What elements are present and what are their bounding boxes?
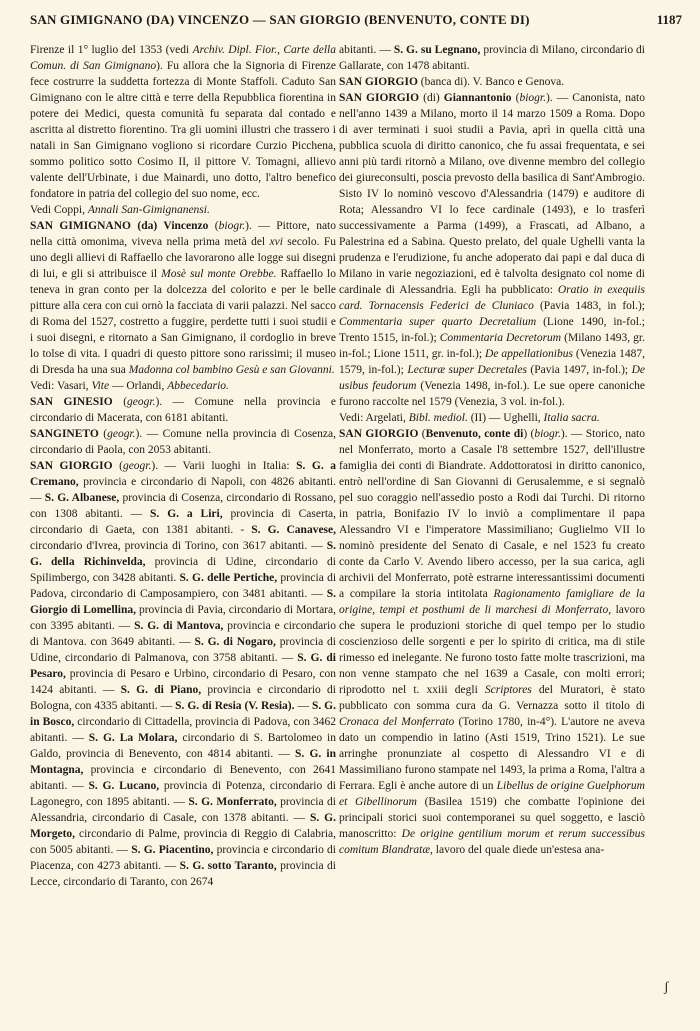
entry-heading: SAN GIORGIO [339, 76, 418, 88]
italic-text: Annali San-Gimignanensi. [87, 204, 210, 216]
body-text: ( [511, 92, 520, 104]
body-text: abitanti. — [339, 44, 394, 56]
running-header [30, 10, 682, 30]
body-text: — [294, 700, 312, 712]
body-text: circondario di Palme, provincia di Reggio di Calabria, con 5005 abitanti. — [30, 828, 336, 856]
paragraph [339, 74, 645, 90]
body-text: (Basilea 1519) che combatte l'opinione dei principali storici suoi contemporanei su quel soggetto, e lasciò manoscritto: [339, 796, 645, 840]
entry-heading: S. Giorgio di Lomellina, [30, 588, 336, 616]
body-text: (Pavia 1483, in fol.); [533, 300, 645, 312]
left-column [30, 42, 336, 1007]
entry-heading: S. G. La Molara, [88, 732, 178, 744]
entry-heading: SAN GINESIO [30, 396, 113, 408]
body-text: circondario di S. Bartolomeo in Galdo, provincia di Benevento, con 4814 abitanti. — [30, 732, 336, 760]
body-text: ). — Storico, nato nel Monferrato, morto a Casale l'8 settembre 1527, dell'illustre famiglia dei conti di Biandrate. Addottoratosi in diritto canonico, entrò nell'ordine di San Giovanni di Gerusalemme, e si segnalò pel suo coraggio nell'assedio posto a Rodi dai Turchi. Di ritorno in patria, Bonifazio IV lo inviò a complimentare il papa Alessandro VI e l'imperatore Massimiliano; Guglielmo VII lo nominò presidente del Senato di Casale, e nel 1523 fu creato conte da Carlo V. Avendo libero accesso, per la sua carica, agli archivii del Monferrato, potè estrarne interessantissimi documenti a compilare la storia intitolata [339, 428, 645, 600]
italic-text: biogr. [534, 428, 561, 440]
paragraph [339, 90, 645, 410]
body-text: provincia di Pesaro e Urbino, circondario di Pesaro, con 1424 abitanti. — [30, 668, 336, 696]
body-text: provincia di Caserta, circondario di Gaeta, con 1381 abitanti. - [30, 508, 336, 536]
body-text: (Venezia 1498, in-fol.). Le sue opere canoniche furono raccolte nel 1579 (Venezia, 3 vol. in-fol.). [339, 380, 645, 408]
body-text: ). — Varii luoghi in Italia: [151, 460, 297, 472]
italic-text: Commentaria super quarto Decretalium [339, 316, 537, 328]
entry-heading: S. G. sotto Taranto, [179, 860, 277, 872]
body-text: provincia di Alessandria, circondario di Casale, con 1378 abitanti. — [30, 796, 336, 824]
entry-heading: SAN GIORGIO [30, 460, 113, 472]
paragraph [30, 202, 336, 218]
italic-text: De usibus feudorum [339, 364, 645, 392]
body-text: Vedi: Vasari, [30, 380, 92, 392]
paragraph [30, 458, 336, 890]
body-text: (di) [419, 92, 444, 104]
entry-heading: S. G. a Cremano, [30, 460, 336, 488]
italic-text: biogr. [519, 92, 546, 104]
italic-text: xvi [269, 236, 283, 248]
body-text: ( [98, 428, 108, 440]
body-text: ). Fu allora che la Signoria di Firenze fece costrurre la suddetta fortezza di Monte Staffoli. Caduto San Gimignano con le altre città e terre della Repubblica fiorentina in potere dei Medici, questa comunità fu separata dal contado e ascritta al distretto fiorentino. Tra gli uomini illustri che trassero i natali in San Gimignano vogliono si ricordare Curzio Picchena, sommo politico sotto Cosimo II, il pittore V. Tomagni, allievo valente dell'Urbinate, i due Mainardi, uno dotto, l'altro benefico fondatore in patria del collegio del suo nome, ecc. [30, 60, 336, 200]
entry-heading: Giannantonio [443, 92, 512, 104]
body-text: secolo. Fu uno degli allievi di Raffaello che lavorarono alle logge sui disegni di lui, e gli si attribuisce il [30, 236, 336, 280]
italic-text: Lecturæ super Decretales [407, 364, 527, 376]
entry-heading: S. G. Albanese, [44, 492, 120, 504]
paragraph [30, 426, 336, 458]
body-text: provincia di Pavia, circondario di Mortara, con 3395 abitanti. — [30, 604, 336, 632]
paragraph [30, 378, 336, 394]
body-text: (Pavia 1497, in-fol.); [526, 364, 632, 376]
italic-text: Libellus de origine Guelphorum et Gibellinorum [339, 780, 645, 808]
body-text: provincia di Udine, circondario di Palmanova, con 3758 abitanti. — [30, 636, 336, 664]
entry-heading: SANGINETO [30, 428, 99, 440]
body-text: ). — Comune nella provincia di Cosenza, circondario di Paola, con 2053 abitanti. [30, 428, 336, 456]
body-text: provincia e circondario di Piacenza, con 4273 abitanti. — [30, 844, 336, 872]
body-text: (Torino 1780, in-4°). L'autore ne aveva dato un compendio in latino (Asti 1519, Trino 1521). Le sue arringhe pronunziate al cospetto di Alessandro VI e di Massimiliano furono stampate nel 1493, la prima a Roma, l'altra a Ferrara. Egli è anche autore di un [339, 716, 645, 792]
entry-heading: S. G. di Piano, [120, 684, 202, 696]
italic-text: De origine gentilium morum et rerum successibus comitum Blandratæ, [339, 828, 645, 856]
entry-heading: S. G. di Mantova, [134, 620, 224, 632]
body-text: Vedi: Argelati, [339, 412, 409, 424]
body-text: (banca di). V. Banco e Genova. [417, 76, 565, 88]
page-number: 1187 [656, 12, 682, 27]
entry-heading: S. G. a Liri, [150, 508, 223, 520]
body-text: ). — Pittore, nato nella città omonima, viveva nella prima metà del [30, 220, 336, 248]
body-text: circondario di Cittadella, provincia di Padova, con 3462 abitanti. — [30, 716, 336, 744]
entry-heading: SAN GIORGIO [339, 428, 419, 440]
italic-text: geogr. [127, 396, 156, 408]
body-text: ) ( [523, 428, 535, 440]
body-text: ( [112, 460, 123, 472]
body-text: (Milano 1493, gr. in-fol.; Lione 1511, gr. in-fol.); [339, 332, 645, 360]
entry-heading: S. G. delle Pertiche, [179, 572, 278, 584]
italic-text: Italia sacra. [543, 412, 600, 424]
body-text: Raffaello lo teneva in gran conto per la dolcezza del colorito e per le belle pitture alla cera con cui ornò la facciata di varii palazzi. Nel sacco di Roma del 1527, costretto a fuggire, perdette tutti i suoi studii e i suoi disegni, e ritornato a San Gimignano, il cordoglio in breve lo tolse di vita. I quadri di questo pittore sono rarissimi; il museo di Dresda ha una sua [30, 268, 336, 376]
italic-text: geogr. [122, 460, 152, 472]
entry-heading: S. G. Lucano, [88, 780, 160, 792]
body-text: ). — Canonista, nato nell'anno 1439 a Milano, morto il 14 marzo 1509 a Roma. Dopo di aver terminati i suoi studii a Pavia, aprì in quella città una pubblica scuola di diritto canonico, che fu assai frequentata, e sei anni più tardi ritornò a Milano, ove divenne membro del collegio dei giureconsulti, poscia prevosto della basilica di Sant'Ambrogio. Sisto IV lo nominò vescovo d'Alessandria (1479) e auditore di Rota; Alessandro VI lo fece cardinale (1493), e lo trasferì successivamente a Parma (1499), a Frascati, ad Albano, a Palestrina ed a Sabina. Questo prelato, del quale Ughelli vanta la prudenza e l'erudizione, fu anche adoperato dai papi e dal duca di Milano in varie negoziazioni, ed è talvolta designato col nome di cardinale di Alessandria. Egli ha pubblicato: [339, 92, 645, 296]
entry-heading: S. G. Canavese, [251, 524, 336, 536]
entry-heading: S. G. di Pesaro, [30, 652, 336, 680]
body-text: ). — Comune nella provincia e circondario di Macerata, con 6181 abitanti. [30, 396, 336, 424]
body-text: Vedi Coppi, [30, 204, 88, 216]
italic-text: Abbecedario. [167, 380, 229, 392]
body-text: provincia e circondario di Bologna, con 4335 abitanti. — [30, 684, 336, 712]
italic-text: Commentaria Decretorum [439, 332, 562, 344]
body-text: provincia e circondario di Benevento, con 2641 abitanti. — [30, 764, 336, 792]
italic-text: Vite [91, 380, 110, 392]
italic-text: biogr. [218, 220, 246, 232]
entry-heading: S. G. su Legnano, [393, 44, 481, 56]
entry-heading: S. G. Monferrato, [188, 796, 277, 808]
entry-heading: S. G. in Montagna, [30, 748, 336, 776]
paragraph [30, 42, 336, 202]
entry-heading: SAN GIORGIO [339, 92, 420, 104]
italic-text: Archiv. Dipl. Fior., Carte della Comun. di San Gimignano [30, 44, 336, 72]
italic-text: Bibl. mediol. [408, 412, 468, 424]
entry-heading: Benvenuto, conte di [425, 428, 524, 440]
body-text: del Muratori, è stato pubblicato con somma cura da G. Vernazza sotto il titolo di [339, 684, 645, 712]
body-text: circondario d'Ivrea, provincia di Torino, con 3617 abitanti. — [30, 540, 327, 552]
body-text: provincia di Udine, circondario di Spilimbergo, con 3428 abitanti. [30, 556, 336, 584]
body-text: provincia di Milano, circondario di Gallarate, con 1478 abitanti. [339, 44, 645, 72]
body-text: provincia di Cosenza, circondario di Rossano, con 1308 abitanti. — [30, 492, 336, 520]
body-text: — Orlandi, [109, 380, 168, 392]
italic-text: De appellationibus [485, 348, 573, 360]
body-text: provincia di Potenza, circondario di Lagonegro, con 1895 abitanti. — [30, 780, 336, 808]
body-text: provincia e circondario di Mantova. con 3649 abitanti. — [30, 620, 336, 648]
running-title: SAN GIMIGNANO (DA) VINCENZO — SAN GIORGIO (BENVENUTO, CONTE DI) [30, 12, 530, 27]
entry-heading: S. G. Piacentino, [131, 844, 214, 856]
italic-text: Ragionamento famigliare de la origine, tempi et posthumi de li marchesi di Monferrato, [339, 588, 645, 616]
body-text: provincia di Lecce, circondario di Taranto, con 2674 [30, 860, 336, 888]
entry-heading: S. G. di Nogaro, [194, 636, 276, 648]
italic-text: Oratio in exequiis card. Tornacensis Federici de Cluniaco [339, 284, 645, 312]
paragraph [30, 218, 336, 378]
body-text: lavoro del quale diede un'estesa ana- [432, 844, 605, 856]
body-text: provincia di Padova, circondario di Camposampiero, con 3481 abitanti. — [30, 572, 336, 600]
italic-text: Mosè sul monte Orebbe. [161, 268, 277, 280]
body-text: ( [418, 428, 426, 440]
body-text: (Venezia 1487, 1579, in-fol.); [339, 348, 645, 376]
paragraph [339, 426, 645, 858]
margin-mark: ʃ [664, 980, 669, 995]
paragraph [30, 394, 336, 426]
body-text: ( [208, 220, 219, 232]
paragraph [339, 42, 645, 74]
body-text: ( [112, 396, 128, 408]
body-text: lavoro che supera le produzioni storiche di quel tempo per lo studio coscienzioso delle sorgenti e per lo spirito di critica, ma di stile rimesso ed inelegante. Ne furono tosto fatte molte trascrizioni, ma non venne stampato che nel 1639 a Casale, con molti errori; riprodotto nel t. xxiii degli [339, 604, 645, 696]
italic-text: Madonna col bambino Gesù e san Giovanni. [128, 364, 335, 376]
body-text: provincia e circondario di Napoli, con 4826 abitanti. — [30, 476, 336, 504]
paragraph [339, 410, 645, 426]
entry-heading: S. G. in Bosco, [30, 700, 336, 728]
italic-text: Cronaca del Monferrato [339, 716, 455, 728]
italic-text: geogr. [107, 428, 136, 440]
body-text: (Lione 1490, in-fol.; Trento 1515, in-fol.); [339, 316, 645, 344]
right-column [339, 42, 645, 1007]
entry-heading: SAN GIMIGNANO (da) Vincenzo [30, 220, 209, 232]
body-text: (II) — Ughelli, [467, 412, 544, 424]
italic-text: Scriptores [484, 684, 532, 696]
body-text: Firenze il 1° luglio del 1353 (vedi [30, 44, 193, 56]
entry-heading: S. G. di Resia (V. Resia). [175, 700, 295, 712]
entry-heading: S. G. Morgeto, [30, 812, 336, 840]
entry-heading: S. G. della Richinvelda, [30, 540, 336, 568]
